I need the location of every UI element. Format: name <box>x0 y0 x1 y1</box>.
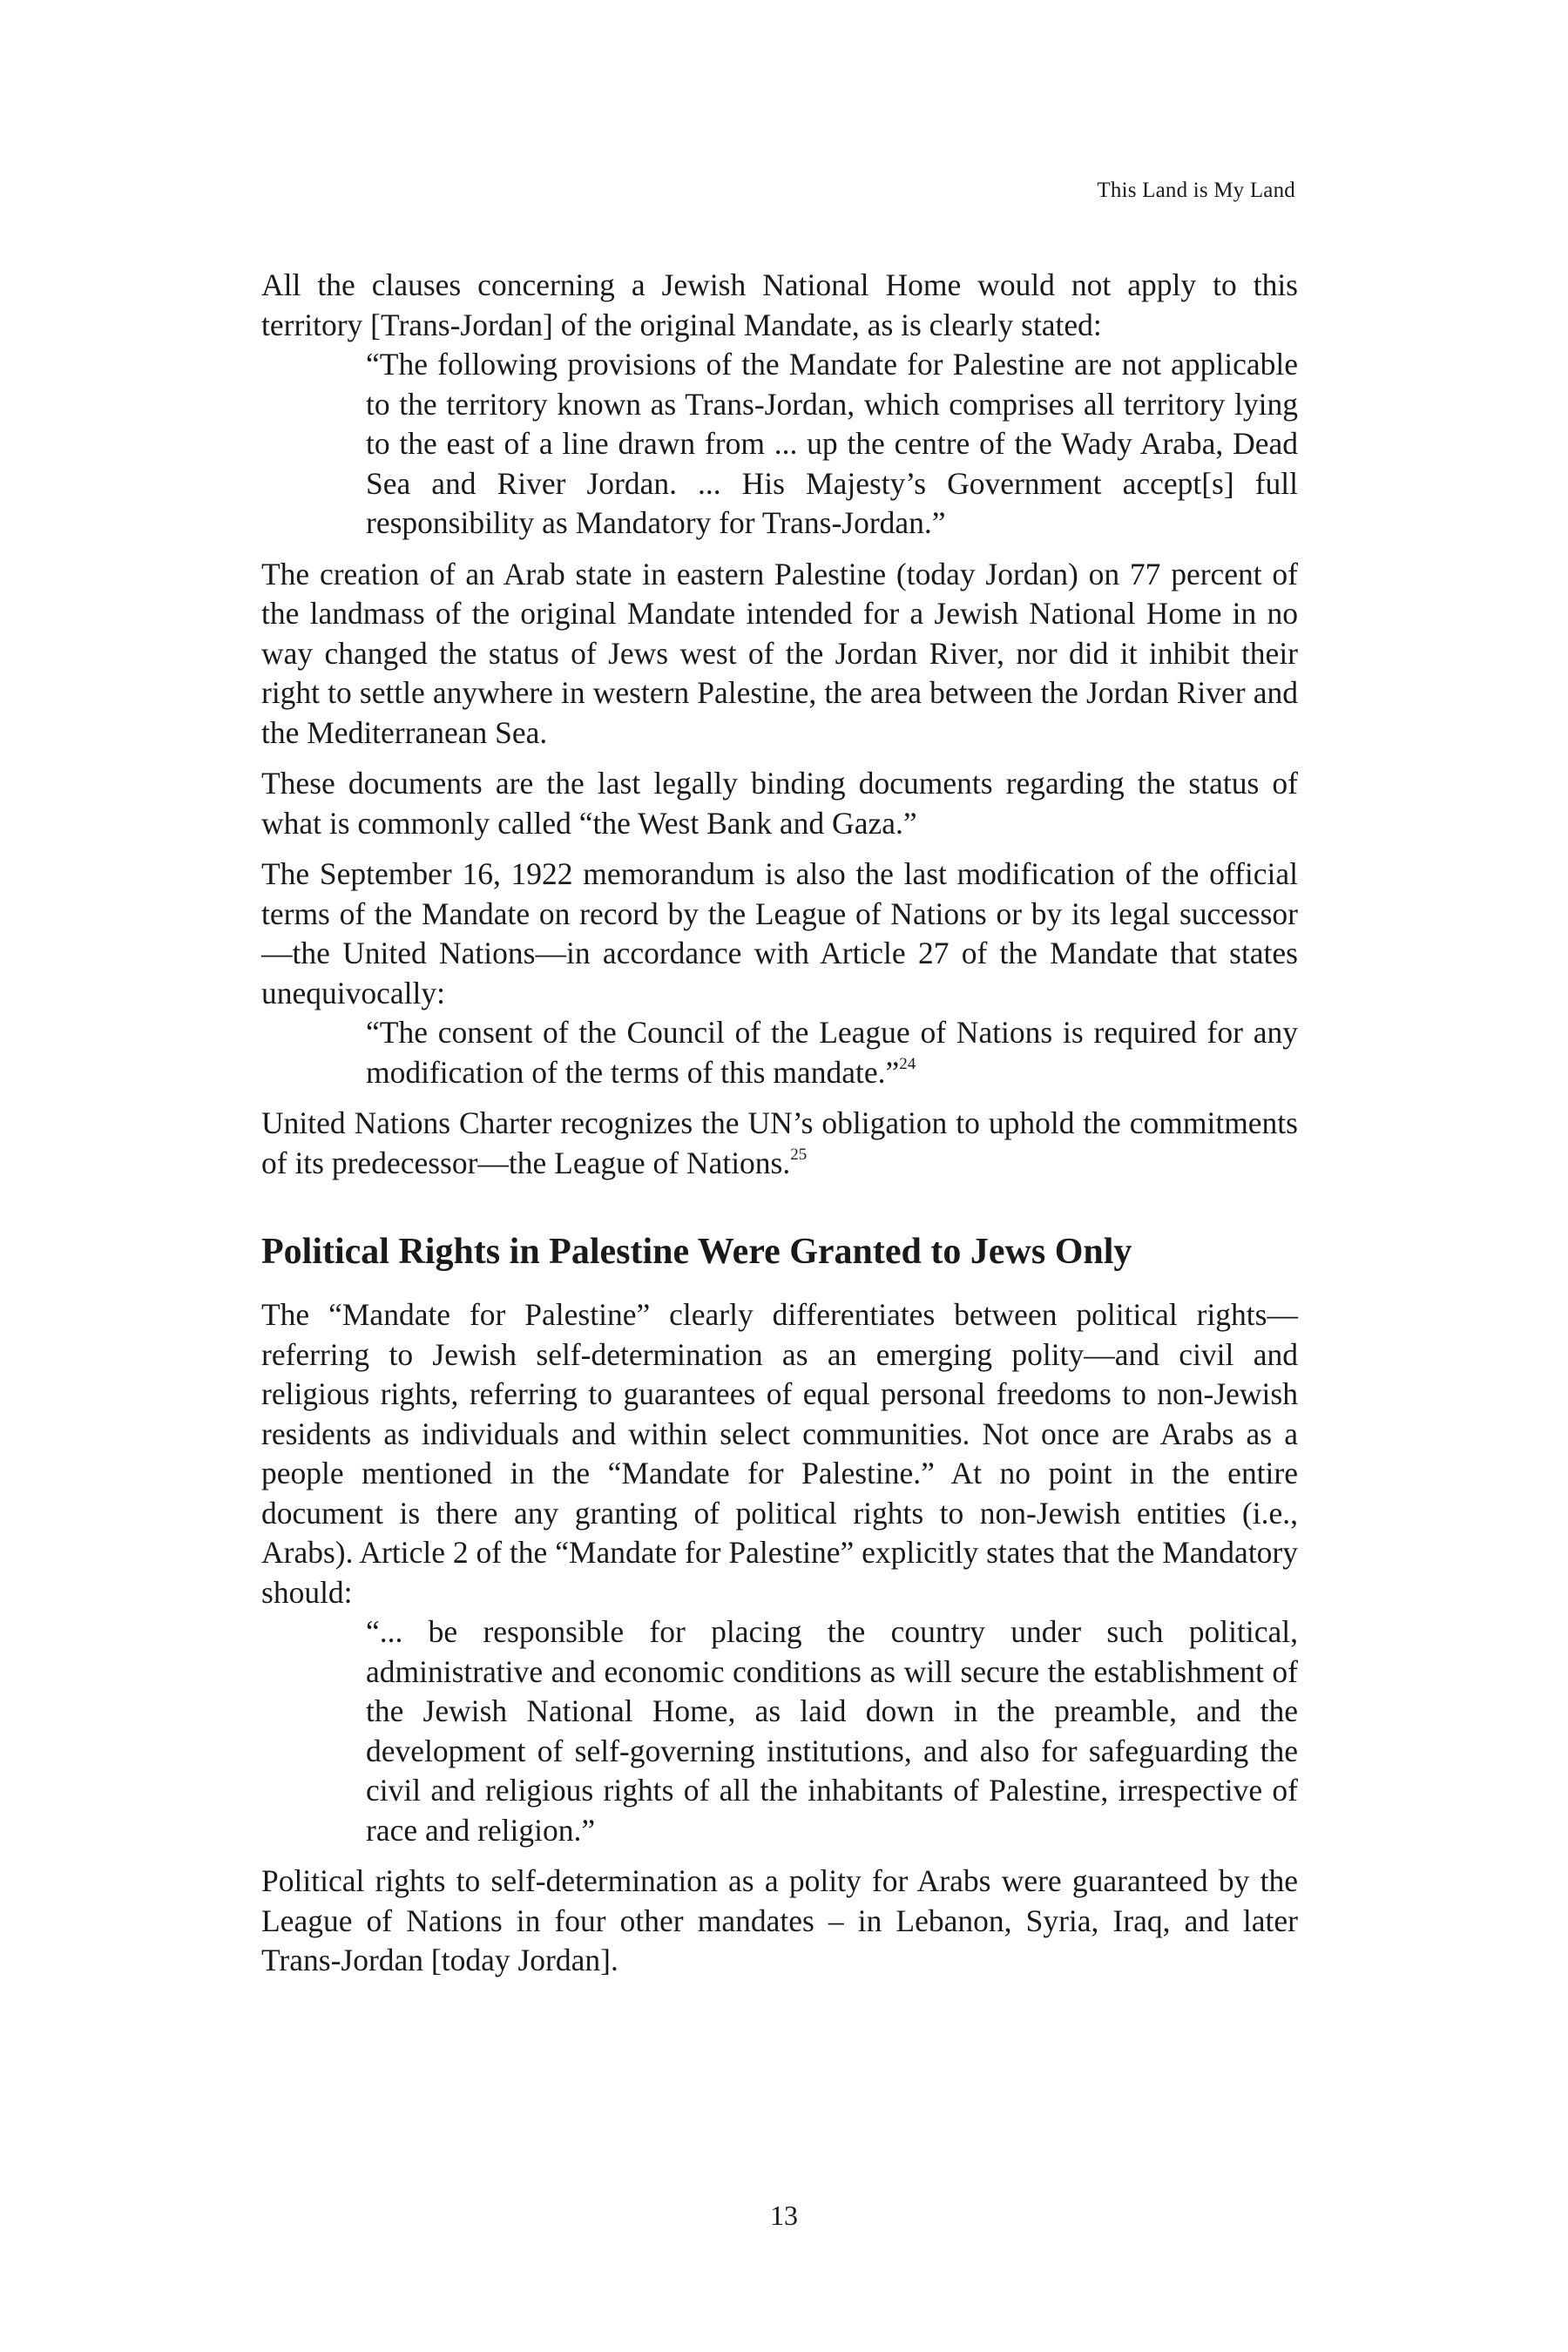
footnote-ref-24[interactable]: 24 <box>899 1054 916 1073</box>
paragraph-arab-state: The creation of an Arab state in eastern Palestine (today Jordan) on 77 percent of the landmass of the original Mandate intended for a Jewish National Home in no way changed the status of Jews west of the Jordan River, nor did it inhibit their right to settle anywhere in western Palestine, the area between the Jordan River and the Mediterranean Sea. <box>261 556 1298 750</box>
paragraph-un-charter <box>261 1104 1298 1183</box>
block-quote-trans-jordan: “The following provisions of the Mandate for Palestine are not applicable to the territory known as Trans-Jordan, which comprises all territory lying to the east of a line drawn from ... up the centre of the Wady Araba, Dead Sea and River Jordan. ... His Majesty’s Government accept[s] full responsibility as Mandatory for Trans-Jordan.” <box>366 347 1298 540</box>
paragraph-documents: These documents are the last legally binding documents regarding the status of what is commonly called “the West Bank and Gaza.” <box>261 766 1298 841</box>
paragraph-memorandum: The September 16, 1922 memorandum is also the last modification of the official terms of the Mandate on record by the League of Nations or by its legal successor—the United Nations—in accordance with Article 27 of the Mandate that states unequivocally: <box>261 856 1298 1010</box>
quote-council-text: “The consent of the Council of the League of Nations is required for any modification of the terms of this mandate.” <box>366 1015 1298 1090</box>
paragraph-intro: All the clauses concerning a Jewish National Home would not apply to this territory [Trans-Jordan] of the original Mandate, as is clearly stated: <box>261 267 1298 342</box>
paragraph-other-mandates: Political rights to self-determination as a polity for Arabs were guaranteed by the League of Nations in four other mandates – in Lebanon, Syria, Iraq, and later Trans-Jordan [today Jordan]. <box>261 1863 1298 1977</box>
page-number: 13 <box>770 2200 798 2231</box>
running-head: This Land is My Land <box>1097 179 1295 202</box>
paragraph-political-rights: The “Mandate for Palestine” clearly differentiates between political rights—referring to Jewish self-determination as an emerging polity—and civil and religious rights, referring to guarantees of equal personal freedoms to non-Jewish residents as individuals and within select communities. Not once are Arabs as a people mentioned in the “Mandate for Palestine.” At no point in the entire document is there any granting of political rights to non-Jewish entities (i.e., Arabs). Article 2 of the “Mandate for Palestine” explicitly states that the Mandatory should: <box>261 1297 1298 1610</box>
section-heading: Political Rights in Palestine Were Granted to Jews Only <box>261 1232 1132 1272</box>
block-quote-council <box>261 1013 1298 1092</box>
un-charter-text: United Nations Charter recognizes the UN’s obligation to uphold the commitments of its predecessor—the League of Nations. <box>261 1105 1298 1180</box>
page-body <box>261 266 1298 1992</box>
block-quote-article-2: “... be responsible for placing the country under such political, administrative and economic conditions as will secure the establishment of the Jewish National Home, as laid down in the preamble, and the development of self-governing institutions, and also for safeguarding the civil and religious rights of all the inhabitants of Palestine, irrespective of race and religion.” <box>366 1614 1298 1848</box>
footnote-ref-25[interactable]: 25 <box>790 1145 808 1164</box>
